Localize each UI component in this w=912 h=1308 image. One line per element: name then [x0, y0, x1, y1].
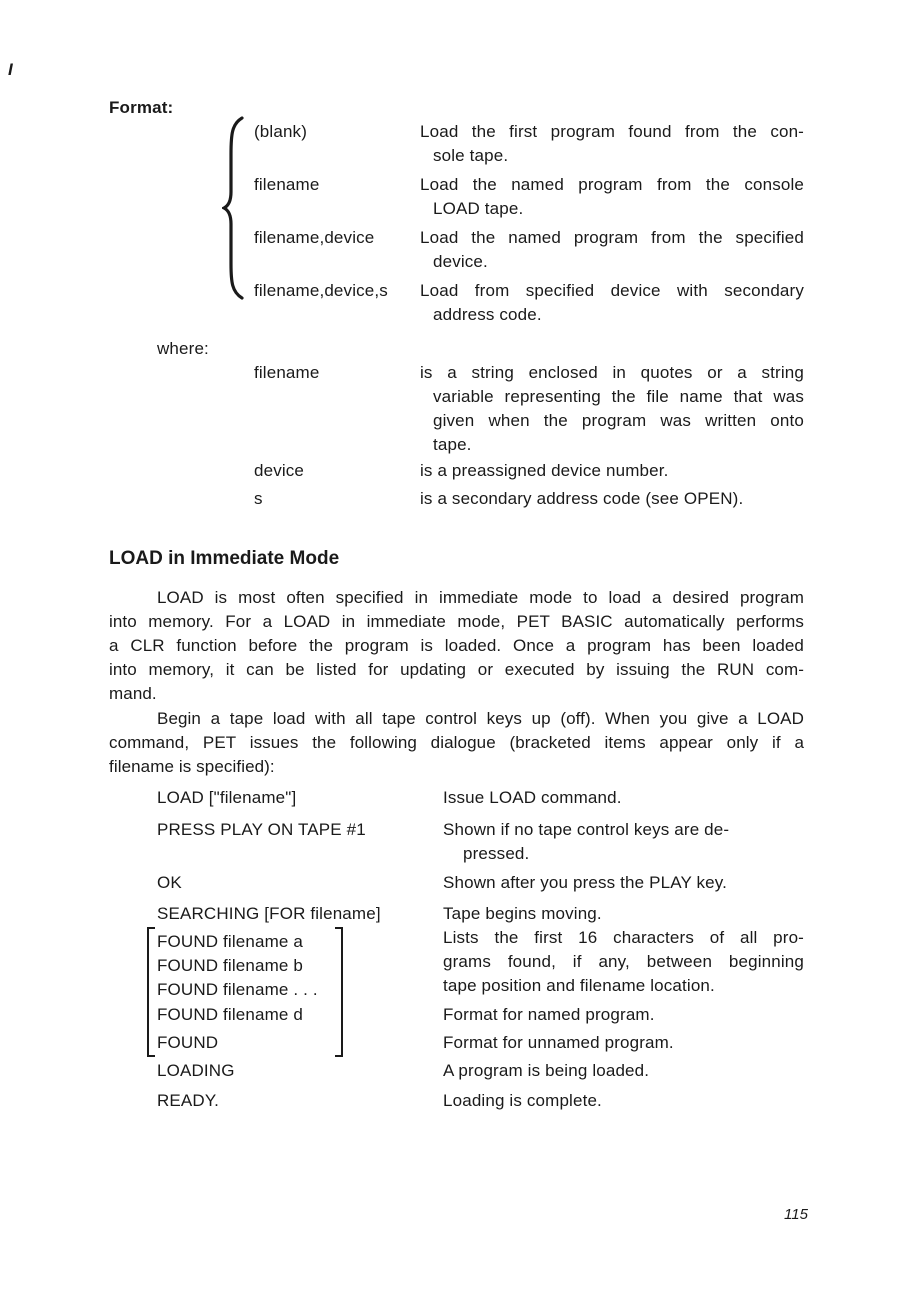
dlg-named-desc: Format for named program.: [443, 1005, 655, 1024]
dlg-loading-desc: A program is being loaded.: [443, 1061, 650, 1080]
where-param-device: device: [254, 461, 305, 480]
page-number: 115: [784, 1206, 808, 1223]
dlg-found-a: FOUND filename a: [157, 932, 303, 951]
dlg-found-dots: FOUND filename . . .: [157, 980, 318, 999]
format-param-blank: (blank): [254, 122, 308, 141]
dlg-searching-desc: Tape begins moving.: [443, 904, 602, 923]
dlg-ok: OK: [157, 873, 182, 892]
found-left-bracket-icon: [146, 926, 156, 1058]
dlg-found: FOUND: [157, 1033, 219, 1052]
dlg-found-desc: Lists the first 16 characters of all pro- grams found, if any, between beginning tape position and filename location.: [443, 928, 804, 995]
where-param-filename: filename: [254, 363, 320, 382]
dlg-found-b: FOUND filename b: [157, 956, 303, 975]
dlg-loading: LOADING: [157, 1061, 235, 1080]
format-label: Format:: [109, 98, 174, 117]
dlg-ok-desc: Shown after you press the PLAY key.: [443, 873, 728, 892]
dlg-ready-desc: Loading is complete.: [443, 1091, 602, 1110]
format-desc-blank: Load the first program found from the con- sole tape.: [420, 122, 804, 165]
paragraph-1: LOAD is most often specified in immediate mode to load a desired program into memory. For a LOAD in immediate mode, PET BASIC automatically performs a CLR function before the program is loaded. Once a program has been loaded into memory, it can be listed for updating or executed by issuing the RUN com- mand.: [109, 588, 804, 703]
format-param-filename-device: filename,device: [254, 228, 375, 247]
section-heading: LOAD in Immediate Mode: [109, 548, 340, 569]
margin-mark: I: [8, 60, 13, 79]
dlg-unnamed-desc: Format for unnamed program.: [443, 1033, 674, 1052]
dlg-load-desc: Issue LOAD command.: [443, 788, 622, 807]
format-desc-filename-device-s: Load from specified device with secondary address code.: [420, 281, 804, 324]
format-brace-icon: [222, 114, 246, 302]
where-desc-filename: is a string enclosed in quotes or a string variable representing the file name that was given when the program was written onto tape.: [420, 363, 804, 454]
paragraph-2: Begin a tape load with all tape control keys up (off). When you give a LOAD command, PET issues the following dialogue (bracketed items appear only if a filename is specified):: [109, 709, 804, 776]
where-label: where:: [157, 339, 209, 358]
format-param-filename-device-s: filename,device,s: [254, 281, 388, 300]
dlg-found-d: FOUND filename d: [157, 1005, 303, 1024]
where-desc-s: is a secondary address code (see OPEN).: [420, 489, 744, 508]
dlg-press-play: PRESS PLAY ON TAPE #1: [157, 820, 366, 839]
dlg-ready: READY.: [157, 1091, 220, 1110]
dlg-press-play-desc: Shown if no tape control keys are de- pressed.: [443, 820, 730, 863]
format-desc-filename-device: Load the named program from the specified device.: [420, 228, 804, 271]
found-right-bracket-icon: [334, 926, 344, 1058]
where-desc-device: is a preassigned device number.: [420, 461, 669, 480]
dlg-searching: SEARCHING [FOR filename]: [157, 904, 381, 923]
dlg-load-cmd: LOAD ["filename"]: [157, 788, 297, 807]
format-desc-filename: Load the named program from the console LOAD tape.: [420, 175, 804, 218]
where-param-s: s: [254, 489, 263, 508]
format-param-filename: filename: [254, 175, 320, 194]
